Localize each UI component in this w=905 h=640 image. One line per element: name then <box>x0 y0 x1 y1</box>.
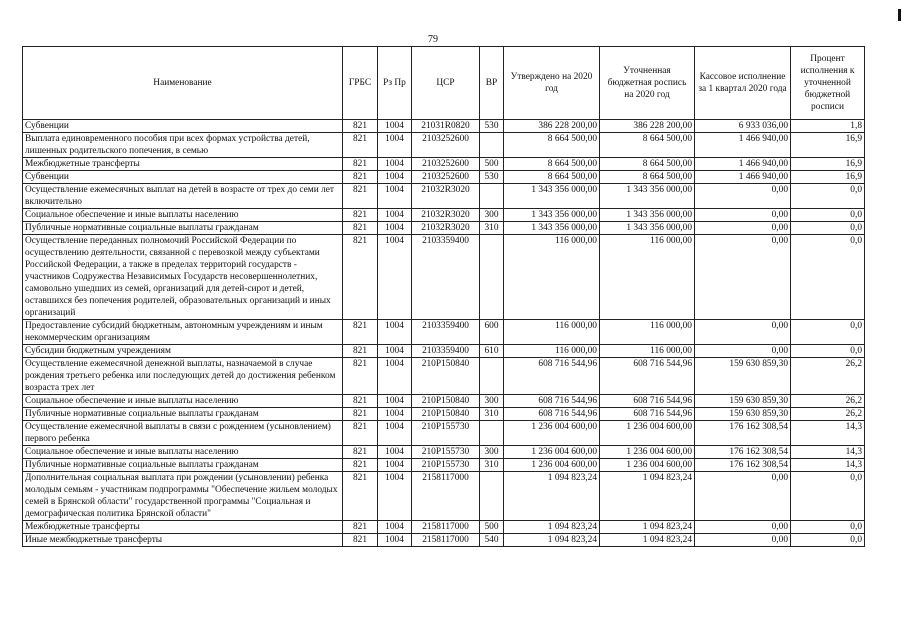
table-row <box>23 158 865 171</box>
cell-cash: 0,00 <box>695 209 791 222</box>
cell-percent: 1,8 <box>791 120 865 133</box>
cell-csr: 2158117000 <box>412 521 480 534</box>
table-row <box>23 133 865 158</box>
cell-grbs: 821 <box>343 459 378 472</box>
cell-cash: 1 466 940,00 <box>695 133 791 158</box>
cell-rzpr: 1004 <box>378 358 412 395</box>
cell-csr: 210P155730 <box>412 446 480 459</box>
cell-approved: 116 000,00 <box>504 235 600 320</box>
col-header-name: Наименование <box>23 47 343 120</box>
table-row <box>23 446 865 459</box>
budget-table <box>22 46 865 547</box>
table-row <box>23 184 865 209</box>
cell-percent: 0,0 <box>791 345 865 358</box>
cell-vr: 540 <box>480 534 504 547</box>
cell-name: Предоставление субсидий бюджетным, автономным учреждениям и иным некоммерческим организациям <box>23 320 343 345</box>
cell-csr: 21032R3020 <box>412 184 480 209</box>
cell-name: Публичные нормативные социальные выплаты гражданам <box>23 408 343 421</box>
cell-percent: 0,0 <box>791 235 865 320</box>
cell-cash: 0,00 <box>695 222 791 235</box>
cell-percent: 26,2 <box>791 408 865 421</box>
cell-cash: 0,00 <box>695 534 791 547</box>
cell-csr: 2103252600 <box>412 158 480 171</box>
col-header-refined: Уточненная бюджетная роспись на 2020 год <box>600 47 695 120</box>
cell-rzpr: 1004 <box>378 395 412 408</box>
cell-name: Межбюджетные трансферты <box>23 521 343 534</box>
cell-cash: 176 162 308,54 <box>695 459 791 472</box>
cell-approved: 386 228 200,00 <box>504 120 600 133</box>
cell-cash: 0,00 <box>695 320 791 345</box>
table-row <box>23 358 865 395</box>
cell-grbs: 821 <box>343 209 378 222</box>
cell-name: Осуществление ежемесячной денежной выплаты, назначаемой в случае рождения третьего ребенка или последующих детей до достижения ребенком возраста трех лет <box>23 358 343 395</box>
cell-name: Дополнительная социальная выплата при рождении (усыновлении) ребенка молодым семьям - участникам подпрограммы "Обеспечение жильем молодых семей в Брянской области" государственной программы "Социальная и демографическая политика Брянской области" <box>23 472 343 521</box>
cell-refined: 608 716 544,96 <box>600 408 695 421</box>
cell-refined: 1 094 823,24 <box>600 521 695 534</box>
cell-percent: 0,0 <box>791 521 865 534</box>
cell-rzpr: 1004 <box>378 222 412 235</box>
cell-grbs: 821 <box>343 345 378 358</box>
cell-grbs: 821 <box>343 133 378 158</box>
cell-name: Субвенции <box>23 120 343 133</box>
cell-csr: 2158117000 <box>412 534 480 547</box>
cell-csr: 21032R3020 <box>412 209 480 222</box>
cell-refined: 8 664 500,00 <box>600 133 695 158</box>
cell-grbs: 821 <box>343 472 378 521</box>
cell-refined: 116 000,00 <box>600 235 695 320</box>
cell-approved: 8 664 500,00 <box>504 133 600 158</box>
cell-cash: 0,00 <box>695 184 791 209</box>
cell-csr: 21032R3020 <box>412 222 480 235</box>
cell-grbs: 821 <box>343 408 378 421</box>
cell-rzpr: 1004 <box>378 459 412 472</box>
page-number: 79 <box>428 34 438 45</box>
cell-csr: 2103359400 <box>412 235 480 320</box>
cell-approved: 8 664 500,00 <box>504 171 600 184</box>
cell-csr: 21031R0820 <box>412 120 480 133</box>
cell-approved: 1 343 356 000,00 <box>504 222 600 235</box>
cell-name: Субвенции <box>23 171 343 184</box>
cell-cash: 1 466 940,00 <box>695 158 791 171</box>
cell-vr: 500 <box>480 158 504 171</box>
cell-cash: 0,00 <box>695 521 791 534</box>
cell-grbs: 821 <box>343 320 378 345</box>
cell-vr <box>480 472 504 521</box>
cell-percent: 26,2 <box>791 358 865 395</box>
cell-rzpr: 1004 <box>378 421 412 446</box>
cell-vr <box>480 184 504 209</box>
cell-name: Осуществление переданных полномочий Российской Федерации по осуществлению деятельности, связанной с перевозкой между субъектами Российской Федерации, а также в пределах территорий государств - участников Содружества Независимых Государств несовершеннолетних, самовольно ушедших из семей, организаций для детей-сирот и детей, оставшихся без попечения родителей, образовательных организаций и иных организаций <box>23 235 343 320</box>
cell-cash: 1 466 940,00 <box>695 171 791 184</box>
cell-name: Социальное обеспечение и иные выплаты населению <box>23 395 343 408</box>
cell-cash: 6 933 036,00 <box>695 120 791 133</box>
cell-csr: 210P155730 <box>412 459 480 472</box>
cell-approved: 608 716 544,96 <box>504 408 600 421</box>
cell-refined: 1 094 823,24 <box>600 472 695 521</box>
table-header-row <box>23 47 865 120</box>
cell-name: Социальное обеспечение и иные выплаты населению <box>23 446 343 459</box>
cell-csr: 210P150840 <box>412 395 480 408</box>
cell-grbs: 821 <box>343 395 378 408</box>
cell-approved: 1 094 823,24 <box>504 534 600 547</box>
cell-grbs: 821 <box>343 184 378 209</box>
cell-rzpr: 1004 <box>378 120 412 133</box>
cell-grbs: 821 <box>343 421 378 446</box>
cell-rzpr: 1004 <box>378 209 412 222</box>
cell-csr: 2103252600 <box>412 171 480 184</box>
cell-name: Социальное обеспечение и иные выплаты населению <box>23 209 343 222</box>
cell-percent: 0,0 <box>791 184 865 209</box>
table-row <box>23 459 865 472</box>
cell-cash: 0,00 <box>695 345 791 358</box>
cell-vr: 530 <box>480 171 504 184</box>
table-row <box>23 222 865 235</box>
cell-approved: 1 236 004 600,00 <box>504 446 600 459</box>
cell-percent: 16,9 <box>791 158 865 171</box>
cell-cash: 159 630 859,30 <box>695 408 791 421</box>
col-header-cash: Кассовое исполнение за 1 квартал 2020 года <box>695 47 791 120</box>
cell-percent: 16,9 <box>791 171 865 184</box>
cell-grbs: 821 <box>343 534 378 547</box>
cell-name: Осуществление ежемесячных выплат на детей в возрасте от трех до семи лет включительно <box>23 184 343 209</box>
cell-vr <box>480 235 504 320</box>
cell-approved: 8 664 500,00 <box>504 158 600 171</box>
table-row <box>23 421 865 446</box>
cell-csr: 210P150840 <box>412 358 480 395</box>
cell-refined: 116 000,00 <box>600 320 695 345</box>
cell-vr: 310 <box>480 408 504 421</box>
cell-vr <box>480 358 504 395</box>
cell-cash: 159 630 859,30 <box>695 358 791 395</box>
col-header-csr: ЦСР <box>412 47 480 120</box>
cell-approved: 1 236 004 600,00 <box>504 459 600 472</box>
cell-grbs: 821 <box>343 222 378 235</box>
cell-csr: 2158117000 <box>412 472 480 521</box>
cell-refined: 1 094 823,24 <box>600 534 695 547</box>
cell-rzpr: 1004 <box>378 472 412 521</box>
col-header-rzpr: Рз Пр <box>378 47 412 120</box>
table-row <box>23 209 865 222</box>
cell-vr <box>480 421 504 446</box>
cell-percent: 14,3 <box>791 459 865 472</box>
cell-approved: 1 343 356 000,00 <box>504 184 600 209</box>
cell-csr: 210P150840 <box>412 408 480 421</box>
cell-cash: 0,00 <box>695 472 791 521</box>
cell-name: Межбюджетные трансферты <box>23 158 343 171</box>
table-row <box>23 395 865 408</box>
cell-csr: 2103252600 <box>412 133 480 158</box>
cell-cash: 176 162 308,54 <box>695 421 791 446</box>
cell-name: Публичные нормативные социальные выплаты гражданам <box>23 222 343 235</box>
cell-name: Субсидии бюджетным учреждениям <box>23 345 343 358</box>
cell-percent: 0,0 <box>791 320 865 345</box>
table-row <box>23 408 865 421</box>
table-row <box>23 171 865 184</box>
cell-grbs: 821 <box>343 358 378 395</box>
cell-grbs: 821 <box>343 171 378 184</box>
cell-name: Иные межбюджетные трансферты <box>23 534 343 547</box>
col-header-percent: Процент исполнения к уточненной бюджетной росписи <box>791 47 865 120</box>
table-row <box>23 472 865 521</box>
cell-grbs: 821 <box>343 521 378 534</box>
cell-approved: 1 094 823,24 <box>504 521 600 534</box>
cell-rzpr: 1004 <box>378 158 412 171</box>
cell-vr: 300 <box>480 209 504 222</box>
col-header-vr: ВР <box>480 47 504 120</box>
cell-percent: 14,3 <box>791 446 865 459</box>
cell-rzpr: 1004 <box>378 534 412 547</box>
cell-grbs: 821 <box>343 120 378 133</box>
cell-grbs: 821 <box>343 158 378 171</box>
cell-vr: 530 <box>480 120 504 133</box>
cell-approved: 116 000,00 <box>504 345 600 358</box>
cell-refined: 1 236 004 600,00 <box>600 446 695 459</box>
cell-refined: 1 236 004 600,00 <box>600 421 695 446</box>
cell-rzpr: 1004 <box>378 133 412 158</box>
cell-name: Осуществление ежемесячной выплаты в связи с рождением (усыновлением) первого ребенка <box>23 421 343 446</box>
cell-rzpr: 1004 <box>378 320 412 345</box>
table-row <box>23 345 865 358</box>
cell-rzpr: 1004 <box>378 521 412 534</box>
cell-rzpr: 1004 <box>378 408 412 421</box>
cell-refined: 1 236 004 600,00 <box>600 459 695 472</box>
cell-vr: 300 <box>480 446 504 459</box>
cell-approved: 1 236 004 600,00 <box>504 421 600 446</box>
cell-rzpr: 1004 <box>378 345 412 358</box>
cell-vr: 500 <box>480 521 504 534</box>
cell-approved: 116 000,00 <box>504 320 600 345</box>
cell-percent: 0,0 <box>791 222 865 235</box>
cell-vr: 310 <box>480 459 504 472</box>
cell-refined: 386 228 200,00 <box>600 120 695 133</box>
scan-edge-mark <box>898 9 901 21</box>
cell-cash: 0,00 <box>695 235 791 320</box>
cell-rzpr: 1004 <box>378 184 412 209</box>
cell-refined: 116 000,00 <box>600 345 695 358</box>
cell-refined: 1 343 356 000,00 <box>600 184 695 209</box>
cell-percent: 0,0 <box>791 209 865 222</box>
cell-refined: 1 343 356 000,00 <box>600 222 695 235</box>
cell-grbs: 821 <box>343 446 378 459</box>
cell-rzpr: 1004 <box>378 171 412 184</box>
table-row <box>23 235 865 320</box>
col-header-grbs: ГРБС <box>343 47 378 120</box>
cell-cash: 176 162 308,54 <box>695 446 791 459</box>
cell-approved: 608 716 544,96 <box>504 395 600 408</box>
cell-refined: 8 664 500,00 <box>600 158 695 171</box>
cell-name: Публичные нормативные социальные выплаты гражданам <box>23 459 343 472</box>
cell-vr <box>480 133 504 158</box>
cell-csr: 210P155730 <box>412 421 480 446</box>
cell-csr: 2103359400 <box>412 345 480 358</box>
cell-vr: 600 <box>480 320 504 345</box>
cell-percent: 26,2 <box>791 395 865 408</box>
cell-percent: 16,9 <box>791 133 865 158</box>
cell-refined: 8 664 500,00 <box>600 171 695 184</box>
cell-percent: 0,0 <box>791 472 865 521</box>
cell-refined: 608 716 544,96 <box>600 395 695 408</box>
cell-percent: 0,0 <box>791 534 865 547</box>
table-row <box>23 534 865 547</box>
cell-vr: 610 <box>480 345 504 358</box>
cell-refined: 608 716 544,96 <box>600 358 695 395</box>
cell-approved: 1 094 823,24 <box>504 472 600 521</box>
table-row <box>23 120 865 133</box>
cell-approved: 1 343 356 000,00 <box>504 209 600 222</box>
cell-csr: 2103359400 <box>412 320 480 345</box>
cell-approved: 608 716 544,96 <box>504 358 600 395</box>
cell-vr: 300 <box>480 395 504 408</box>
cell-percent: 14,3 <box>791 421 865 446</box>
cell-refined: 1 343 356 000,00 <box>600 209 695 222</box>
col-header-approved: Утверждено на 2020 год <box>504 47 600 120</box>
cell-name: Выплата единовременного пособия при всех формах устройства детей, лишенных родительского попечения, в семью <box>23 133 343 158</box>
cell-rzpr: 1004 <box>378 446 412 459</box>
table-row <box>23 521 865 534</box>
cell-rzpr: 1004 <box>378 235 412 320</box>
cell-grbs: 821 <box>343 235 378 320</box>
cell-cash: 159 630 859,30 <box>695 395 791 408</box>
cell-vr: 310 <box>480 222 504 235</box>
table-row <box>23 320 865 345</box>
